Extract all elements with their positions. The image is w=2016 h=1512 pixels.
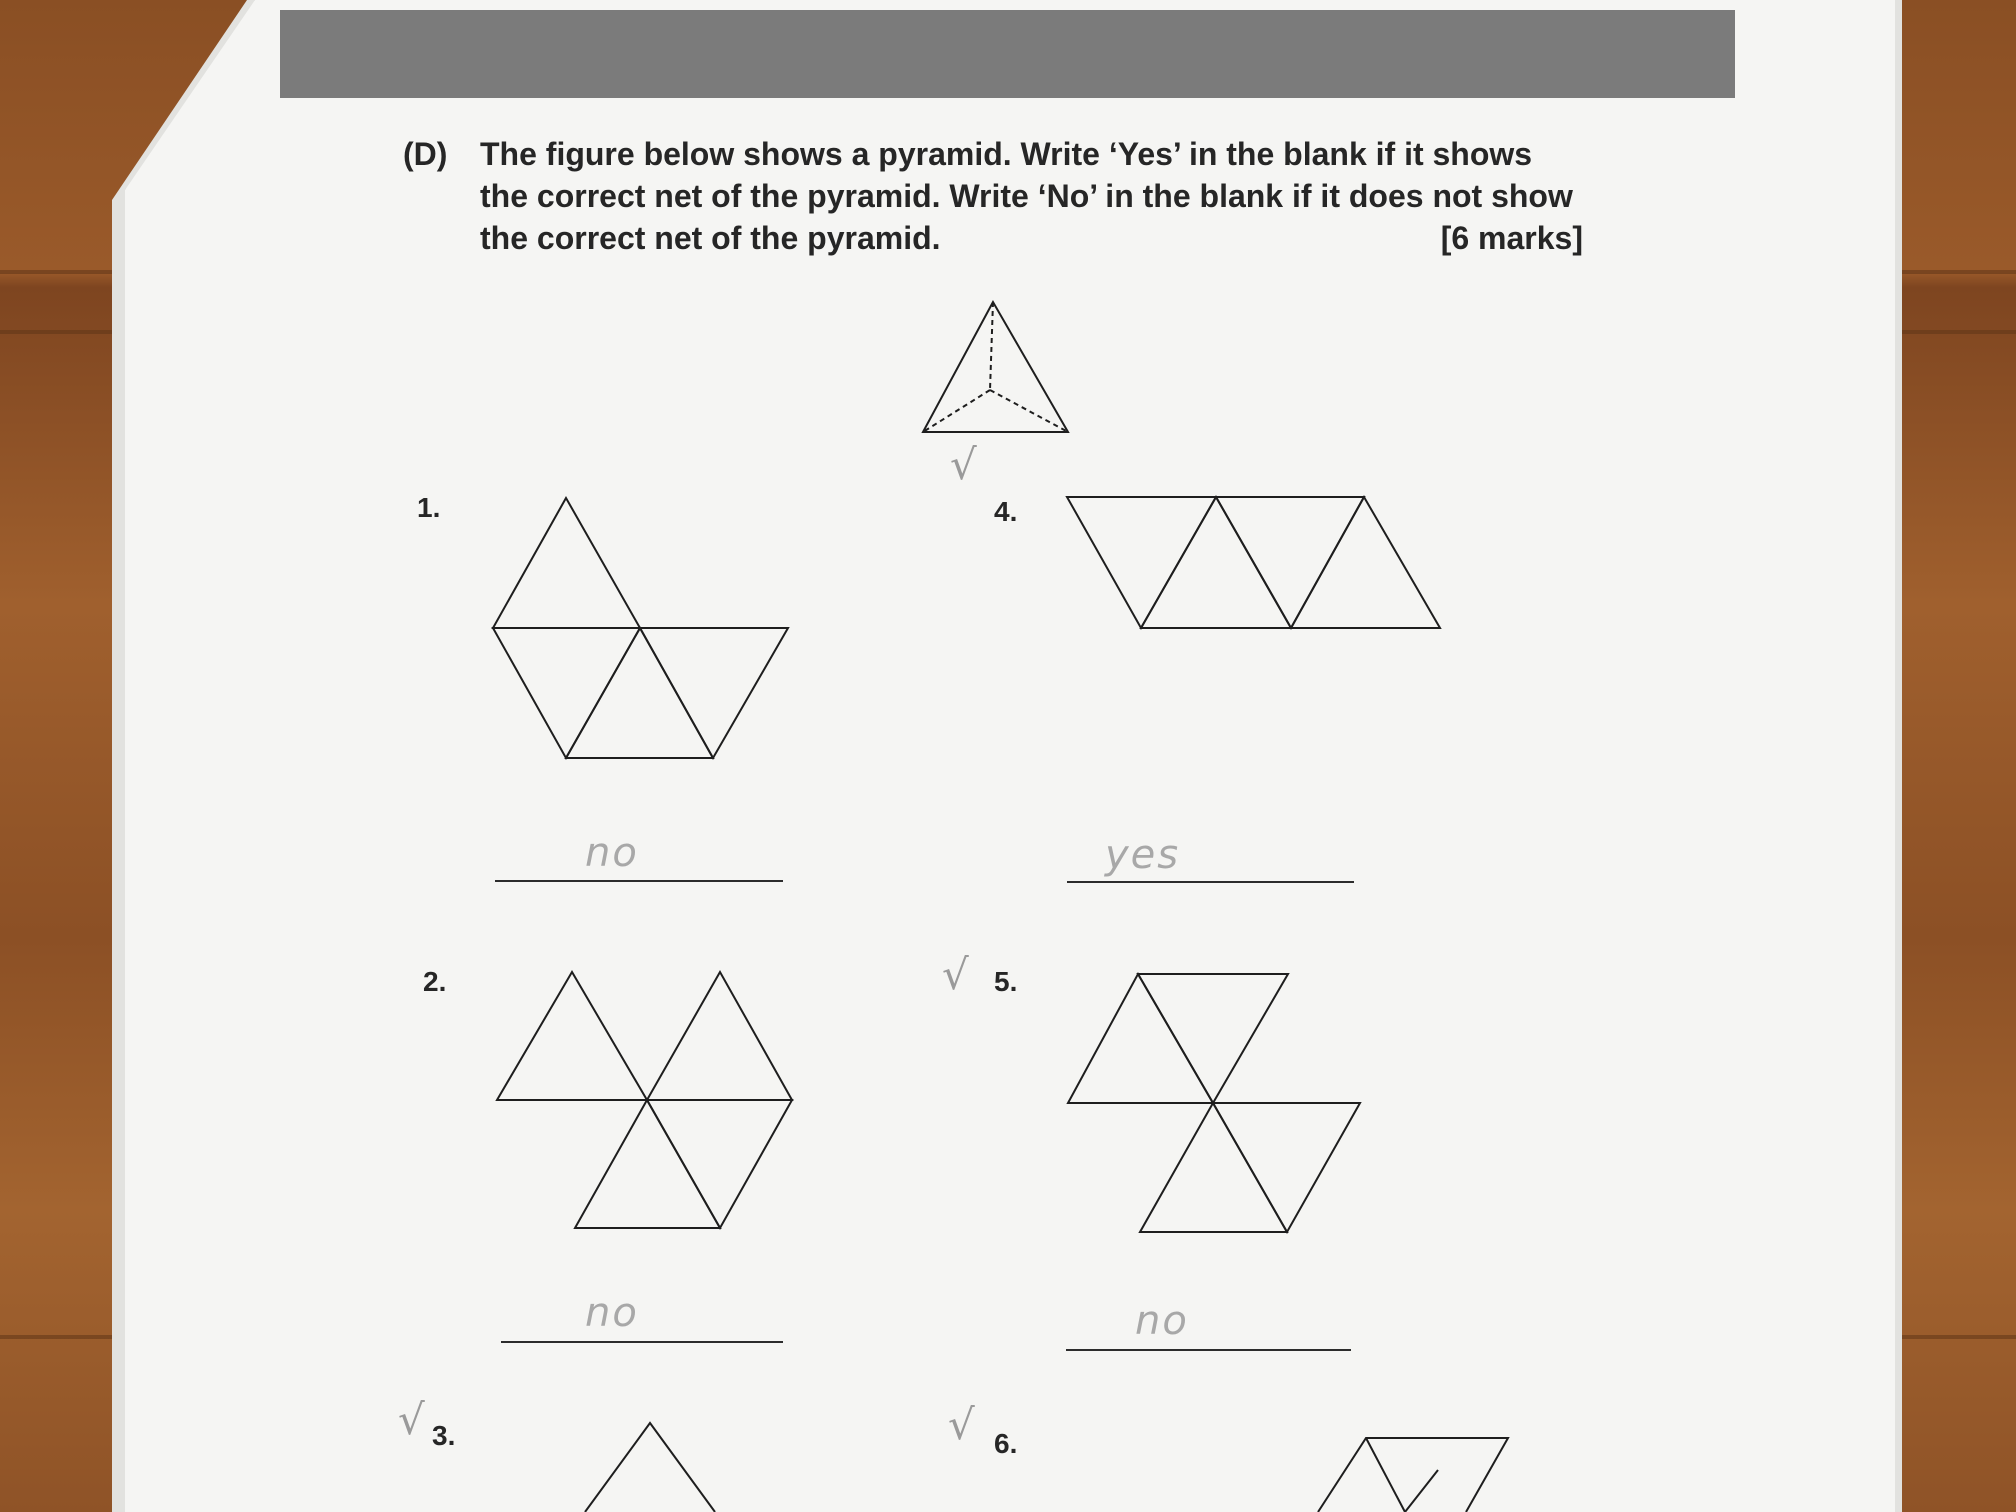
net-5-figure	[1068, 974, 1360, 1232]
question-marks: [6 marks]	[1440, 220, 1583, 256]
item-number-6: 6.	[994, 1428, 1018, 1459]
check-mark: √	[948, 1400, 975, 1449]
answer-2: no	[585, 1290, 639, 1336]
answer-5: no	[1135, 1298, 1189, 1344]
net-4-figure	[1067, 497, 1440, 628]
answer-line-5	[1066, 1349, 1351, 1351]
item-number-4: 4.	[994, 496, 1018, 527]
answer-1: no	[585, 830, 639, 876]
check-mark: √	[950, 440, 977, 489]
net-1-figure	[493, 498, 788, 758]
net-6-figure	[1318, 1438, 1508, 1512]
check-mark: √	[942, 950, 969, 999]
answer-line-1	[495, 880, 783, 882]
question-label: (D)	[403, 136, 448, 172]
question-text: The figure below shows a pyramid. Write ‘Yes’ in the blank if it shows the correct net of the pyramid. Write ‘No’ in the blank if it does not show the correct net of the pyramid.	[480, 136, 1573, 256]
item-number-1: 1.	[417, 492, 441, 523]
answer-line-2	[501, 1341, 783, 1343]
item-number-3: 3.	[432, 1420, 456, 1451]
net-3-figure	[585, 1423, 715, 1512]
pyramid-figure	[923, 302, 1068, 432]
net-2-figure	[497, 972, 792, 1228]
item-number-5: 5.	[994, 966, 1018, 997]
answer-4: yes	[1105, 832, 1181, 878]
item-number-2: 2.	[423, 966, 447, 997]
answer-line-4	[1067, 881, 1354, 883]
check-mark: √	[398, 1395, 425, 1444]
